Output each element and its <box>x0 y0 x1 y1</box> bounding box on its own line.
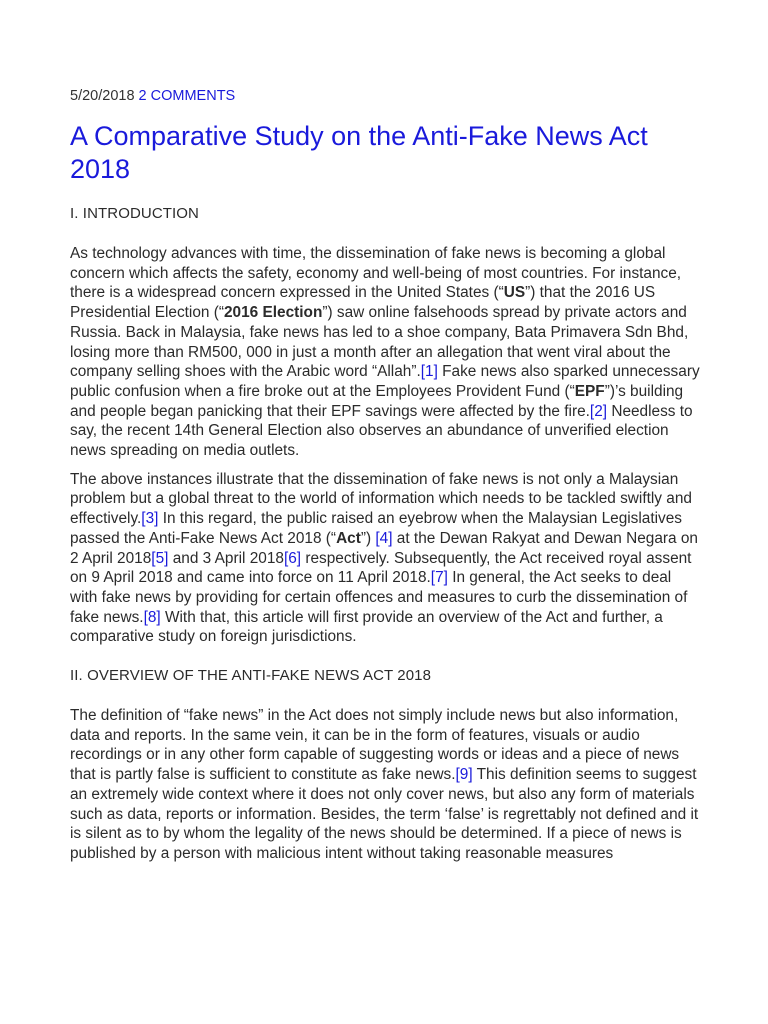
section-heading: I. INTRODUCTION <box>70 205 199 222</box>
comments-link[interactable]: 2 COMMENTS <box>138 88 236 104</box>
footnote-link[interactable]: [7] <box>430 569 448 587</box>
paragraph-text: ”)’s building and people began panicking that their EPF savings were affected by the fire. <box>70 382 684 420</box>
paragraph-text: Needless to say, the recent 14th General Election also observes an abundance of unverified election news spreading on media outlets. <box>70 402 693 460</box>
footnote-link[interactable]: [3] <box>141 510 159 528</box>
footnote-link[interactable]: [1] <box>420 363 438 381</box>
paragraph-text: and 3 April 2018 <box>168 549 284 567</box>
footnote-link[interactable]: [9] <box>455 766 473 784</box>
footnote-link[interactable]: [2] <box>589 402 608 420</box>
body-paragraph <box>70 244 702 461</box>
paragraph-text: With that, this article will first provide an overview of the Act and further, a comparative study on foreign jurisdictions. <box>70 608 663 646</box>
paragraph-text: In general, the Act seeks to deal with fake news by providing for certain offences and measures to curb the dissemination of fake news. <box>70 569 688 626</box>
footnote-link[interactable]: [5] <box>151 549 169 567</box>
paragraph-text: This definition seems to suggest an extremely wide context where it does not only cover news, but also any form of materials such as data, reports or information. Besides, the term ‘false’ is regrettably not defined and it is silent as to by whom the legality of the news should be determined. If a piece of news is published by a person with malicious intent without taking reasonable measures <box>70 766 699 862</box>
defined-term: Act <box>336 529 361 547</box>
paragraph-text: Fake news also sparked unnecessary public confusion when a fire broke out at the Employees Provident Fund (“ <box>70 363 700 400</box>
paragraph-text: The definition of “fake news” in the Act does not simply include news but also information, data and reports. In the same vein, it can be in the form of features, visuals or audio recordings or in any other form capable of suggesting words or ideas and a piece of news that is partly false is sufficient to constitute as fake news. <box>70 707 680 784</box>
article <box>70 86 702 873</box>
paragraph-text: respectively. Subsequently, the Act received royal assent on 9 April 2018 and came into force on 11 April 2018. <box>70 549 692 587</box>
footnote-link[interactable]: [6] <box>283 549 302 567</box>
defined-term: US <box>503 284 526 302</box>
paragraph-text: ”) <box>360 529 376 547</box>
article-title[interactable]: A Comparative Study on the Anti-Fake News Act 2018 <box>70 121 648 184</box>
body-paragraph <box>70 470 702 647</box>
body-paragraph <box>70 706 702 864</box>
paragraph-text: at the Dewan Rakyat and Dewan Negara on 2 April 2018 <box>70 529 698 567</box>
paragraph-text: As technology advances with time, the dissemination of fake news is becoming a global concern which affects the safety, economy and well-being of most countries. For instance, there is a widespread concern expressed in the United States (“ <box>70 245 682 302</box>
section-heading: II. OVERVIEW OF THE ANTI-FAKE NEWS ACT 2018 <box>70 667 432 685</box>
post-meta <box>70 86 702 106</box>
article-body <box>70 204 702 864</box>
defined-term: EPF <box>574 382 605 400</box>
paragraph-text: ”) that the 2016 US Presidential Election (“ <box>70 284 656 322</box>
footnote-link[interactable]: [4] <box>375 529 393 547</box>
footnote-link[interactable]: [8] <box>143 608 161 626</box>
post-date: 5/20/2018 <box>70 88 135 104</box>
paragraph-text: The above instances illustrate that the dissemination of fake news is not only a Malaysian problem but a global threat to the world of information which needs to be tackled swiftly and effectively. <box>70 470 692 528</box>
paragraph-text: In this regard, the public raised an eyebrow when the Malaysian Legislatives passed the Anti-Fake News Act 2018 (“ <box>70 510 682 547</box>
paragraph-text: ”) saw online falsehoods spread by private actors and Russia. Back in Malaysia, fake news has led to a shoe company, Bata Primavera Sdn Bhd, losing more than RM500, 000 in just a month after an allegation that went viral about the company selling shoes with the Arabic word “Allah”. <box>70 304 689 381</box>
defined-term: 2016 Election <box>223 304 323 322</box>
